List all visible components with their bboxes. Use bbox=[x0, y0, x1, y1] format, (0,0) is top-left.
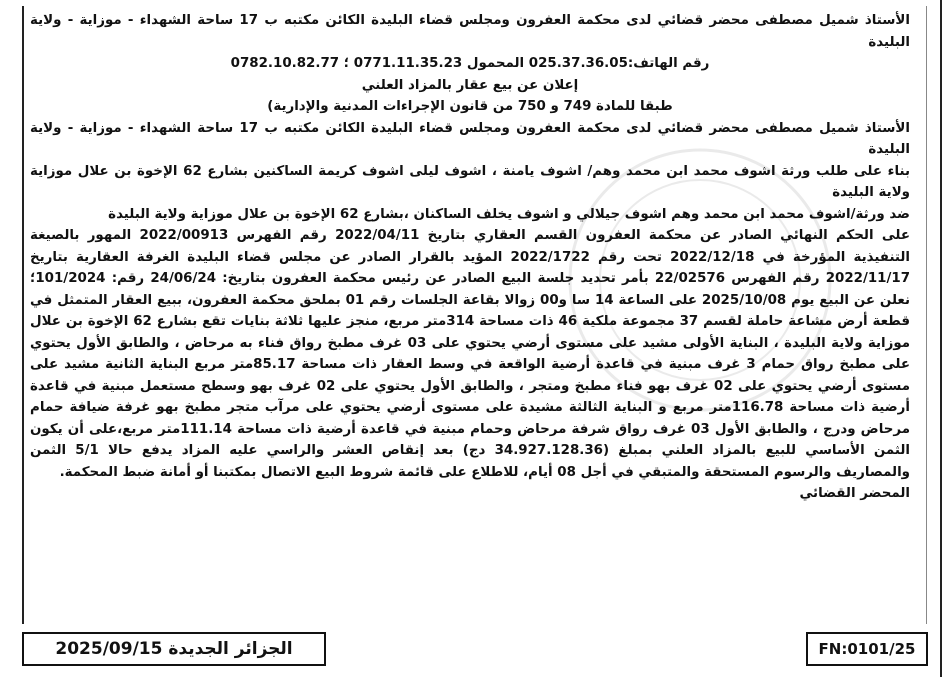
legal-basis: طبقا للمادة 749 و 750 من قانون الإجراءات المدنية والإدارية) bbox=[267, 99, 673, 114]
notice-title: إعلان عن بيع عقار بالمزاد العلني bbox=[361, 77, 579, 93]
auction-notice bbox=[30, 10, 910, 615]
page-edge-line bbox=[940, 0, 942, 677]
signature: المحضر القضائي bbox=[799, 486, 910, 501]
judgment-paragraph: على الحكم النهائي الصادر عن محكمة العفرون القسم العقاري بتاريخ 2022/04/11 رقم الفهرس 2022/00913 المهور بالصيغة التنفيذية المؤرخة في 2022/12/18 تحت رقم 2022/1722 المؤيد بالقرار الصادر عن مجلس قضاء البليدة الغرفة العقارية بتاريخ 2022/11/17 رقم الفهرس 22/02576 بأمر تحديد جلسة البيع الصادر عن رئيس محكمة العفرون بتاريخ: 24/06/24 رقم: 101/2024؛ نعلن عن البيع يوم 2025/10/08 على الساعة 14 سا و00 زوالا بقاعة الجلسات رقم 01 بملحق محكمة العفرون، ببيع العقار المتمثل في قطعة أرض مشاعة حاملة لقسم 37 مجموعة ملكية 46 ذات مساحة 314متر مربع، منجز عليها ثلاثة بنايات تقع بشارع 62 الإخوة بن علال موزاية ولاية البليدة ، البناية الأولى مشيد على مستوى أرضي يحتوي على 03 غرف مطبخ رواق فناء به مرحاض ، والطابق الأول يحتوي على مطبخ رواق حمام 3 غرف مبنية في قاعدة أرضية الواقعة في وسط العقار ذات مساحة 85.17متر مربع البناية الثانية مشيد على مستوى أرضي يحتوي على 02 غرف بهو فناء مطبخ ومتجر ، والطابق الأول يحتوي على 02 غرف بهو وسطح مستعمل مبنية في قاعدة أرضية ذات مساحة 116.78متر مربع و البناية الثالثة مشيدة على مستوى أرضي يحتوي على مرآب متجر مطبخ بهو غرفة ضيافة حمام مرحاض ودرج ، والطابق الأول 03 غرف رواق شرفة مرحاض وحمام مبنية في قاعدة أرضية ذات مساحة 111.14متر مربع،على أن يكون الثمن الأساسي للبيع بالمزاد العلني بمبلغ (34.927.128.36 دج) بعد إنقاص العشر والراسي عليه المزاد يدفع حالا 5/1 الثمن والمصاريف والرسوم المستحقة والمتبقي في أجل 08 أيام، للاطلاع على قائمة شروط البيع الاتصال بمكتبنا أو أمانة ضبط المحكمة. bbox=[30, 228, 910, 480]
header-bailiff: الأستاذ شميل مصطفى محضر قضائي لدى محكمة العفرون ومجلس قضاء البليدة الكائن مكتبه ب 17 ساحة الشهداء - موزاية - ولاية البليدة bbox=[30, 13, 910, 50]
newspaper-date: الجزائر الجديدة 2025/09/15 bbox=[55, 639, 293, 659]
requesters-paragraph: بناء على طلب ورثة اشوف محمد ابن محمد وهم/ اشوف يامنة ، اشوف ليلى اشوف كريمة الساكنين بشارع 62 الإخوة بن علال موزاية ولاية البليدة bbox=[30, 163, 910, 200]
header-phone: رقم الهاتف:025.37.36.05 المحمول 0771.11.35.23 ؛ 0782.10.82.77 bbox=[230, 56, 710, 71]
against-paragraph: ضد ورثة/اشوف محمد ابن محمد وهم اشوف جيلالي و اشوف يخلف الساكنان ،بشارع 62 الإخوة بن علال موزاية ولاية البليدة bbox=[108, 206, 910, 222]
file-number-box bbox=[806, 632, 928, 666]
newspaper-date-box bbox=[22, 632, 326, 666]
file-number: FN:0101/25 bbox=[818, 640, 916, 658]
body-bailiff: الأستاذ شميل مصطفى محضر قضائي لدى محكمة العفرون ومجلس قضاء البليدة الكائن مكتبه ب 17 ساحة الشهداء - موزاية - ولاية البليدة bbox=[30, 120, 910, 157]
